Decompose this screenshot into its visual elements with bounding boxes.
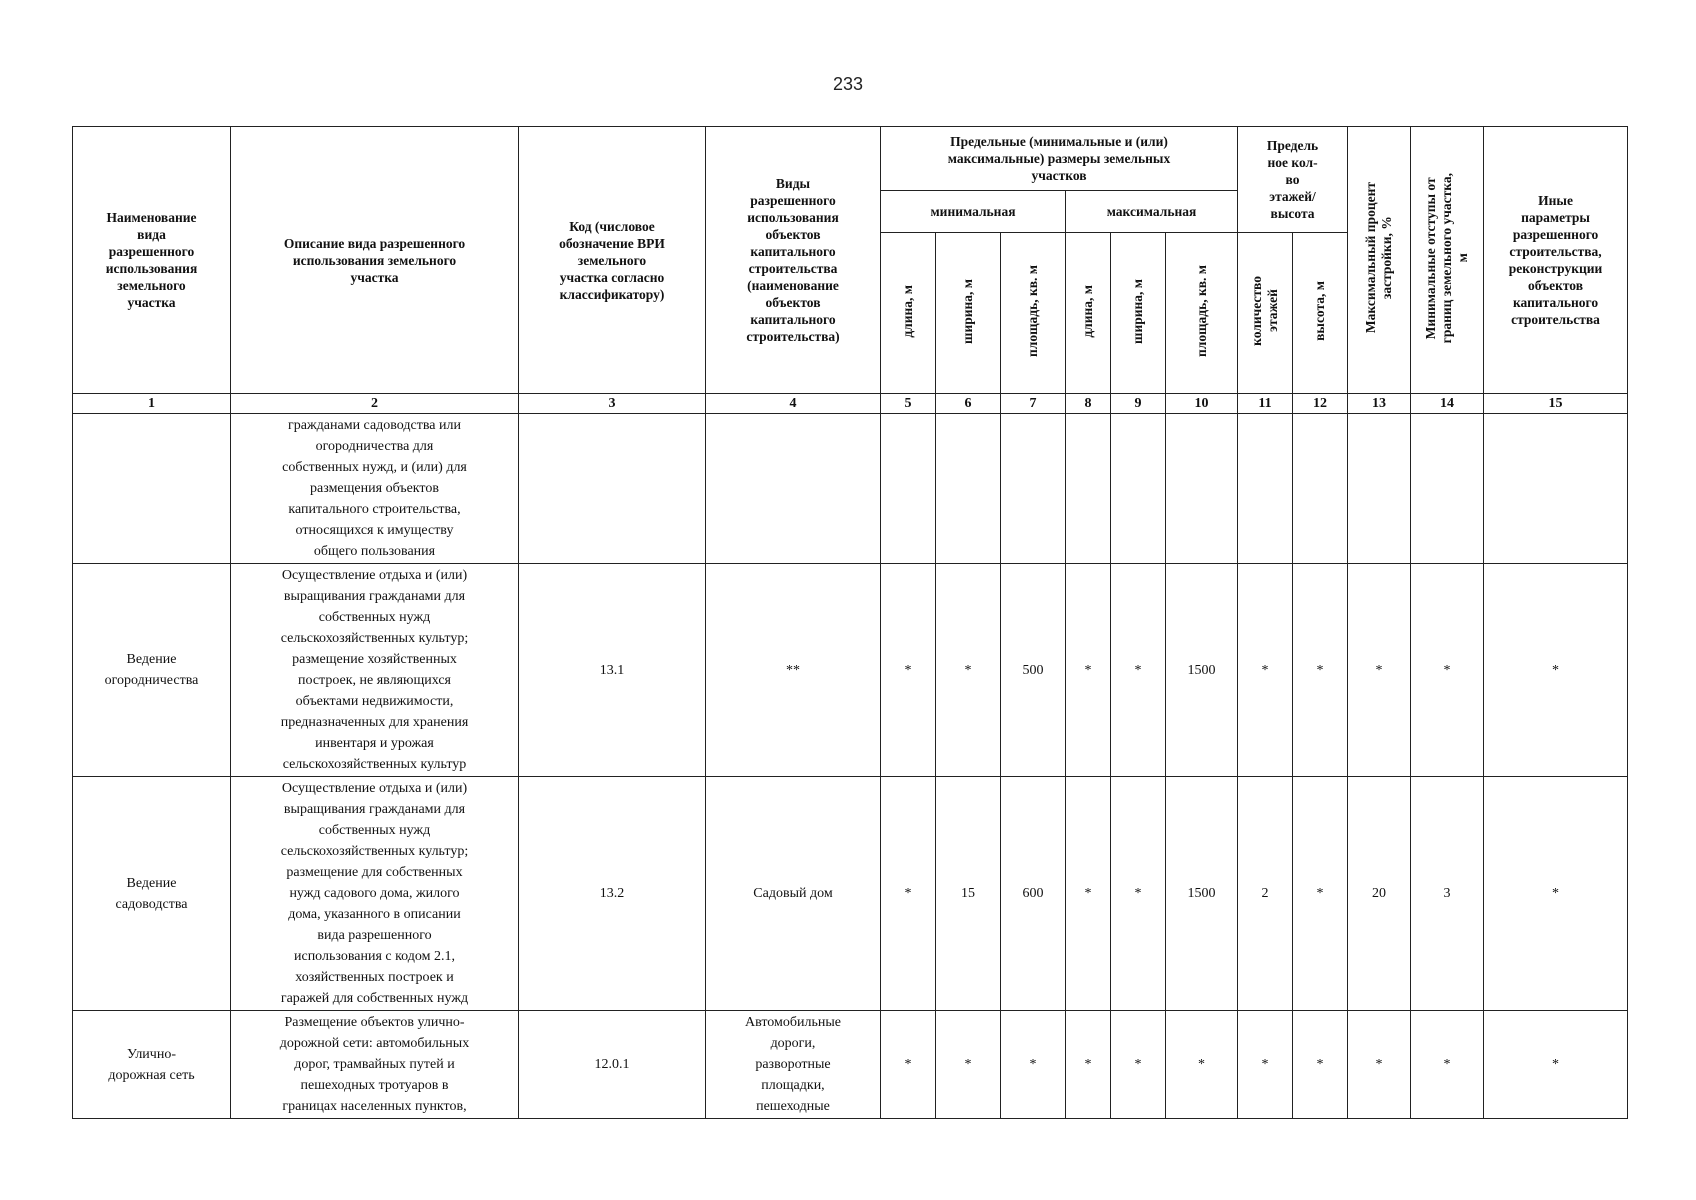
max-area-value: 1500: [1166, 777, 1238, 1011]
header-maximum: максимальная: [1066, 191, 1238, 233]
land-use-description: Осуществление отдыха и (или) выращивания гражданами для собственных нужд сельскохозяйственных культур; размещение для собственных нужд садового дома, жилого дома, указанного в описании вида разрешенного использования с кодом 2.1, хозяйственных построек и гаражей для собственных нужд: [231, 777, 519, 1011]
header-land-use-name: Наименование вида разрешенного использования земельного участка: [73, 127, 231, 394]
height-value: *: [1293, 1011, 1348, 1119]
min-setback-value: 3: [1411, 777, 1484, 1011]
floors-count-value: *: [1238, 564, 1293, 777]
header-min-width: [936, 233, 1001, 394]
column-number: 9: [1111, 394, 1166, 414]
header-floors-count: [1238, 233, 1293, 394]
min-area-value: *: [1001, 1011, 1066, 1119]
header-height: [1293, 233, 1348, 394]
land-use-name: Улично- дорожная сеть: [73, 1011, 231, 1119]
min-width-value: *: [936, 1011, 1001, 1119]
min-length-value: *: [881, 777, 936, 1011]
column-number: 1: [73, 394, 231, 414]
min-area-value: [1001, 414, 1066, 564]
header-min-setbacks: [1411, 127, 1484, 394]
max-length-value: *: [1066, 777, 1111, 1011]
min-length-value: *: [881, 1011, 936, 1119]
table-row: [73, 777, 1628, 1011]
land-use-code: 13.2: [519, 777, 706, 1011]
land-use-code: 12.0.1: [519, 1011, 706, 1119]
max-area-value: [1166, 414, 1238, 564]
construction-types: Садовый дом: [706, 777, 881, 1011]
header-floors-count-text: количество этажей: [1249, 276, 1281, 346]
max-length-value: [1066, 414, 1111, 564]
min-setback-value: *: [1411, 564, 1484, 777]
column-number: 3: [519, 394, 706, 414]
height-value: [1293, 414, 1348, 564]
header-min-length-text: длина, м: [900, 284, 915, 338]
column-number: 10: [1166, 394, 1238, 414]
min-length-value: [881, 414, 936, 564]
construction-types: Автомобильные дороги, разворотные площадки, пешеходные: [706, 1011, 881, 1119]
max-length-value: *: [1066, 564, 1111, 777]
min-length-value: *: [881, 564, 936, 777]
height-value: *: [1293, 777, 1348, 1011]
land-use-description: гражданами садоводства или огородничества для собственных нужд, и (или) для размещения объектов капитального строительства, относящихся к имуществу общего пользования: [231, 414, 519, 564]
header-min-length: [881, 233, 936, 394]
other-parameters-value: *: [1484, 777, 1628, 1011]
land-use-code: 13.1: [519, 564, 706, 777]
column-number: 11: [1238, 394, 1293, 414]
construction-types: **: [706, 564, 881, 777]
construction-types: [706, 414, 881, 564]
header-min-area-text: площадь, кв. м: [1025, 265, 1040, 357]
page-number: 233: [832, 74, 864, 94]
land-use-description: Осуществление отдыха и (или) выращивания гражданами для собственных нужд сельскохозяйственных культур; размещение хозяйственных построек, не являющихся объектами недвижимости, предназначенных для хранения инвентаря и урожая сельскохозяйственных культур: [231, 564, 519, 777]
column-number: 4: [706, 394, 881, 414]
max-area-value: *: [1166, 1011, 1238, 1119]
other-parameters-value: *: [1484, 564, 1628, 777]
header-max-area-text: площадь, кв. м: [1193, 265, 1209, 357]
max-width-value: *: [1111, 1011, 1166, 1119]
header-code: Код (числовое обозначение ВРИ земельного участка согласно классификатору): [519, 127, 706, 394]
header-plot-size-limits: Предельные (минимальные и (или) максимальные) размеры земельных участков: [881, 127, 1238, 191]
column-number: 12: [1293, 394, 1348, 414]
land-use-name: Ведение садоводства: [73, 777, 231, 1011]
max-area-value: 1500: [1166, 564, 1238, 777]
header-height-text: высота, м: [1312, 281, 1328, 341]
header-max-length: [1066, 233, 1111, 394]
max-coverage-value: *: [1348, 564, 1411, 777]
header-min-setbacks-text: Минимальные отступы от границ земельного участка, м: [1423, 172, 1471, 344]
header-minimum: минимальная: [881, 191, 1066, 233]
header-max-length-text: длина, м: [1080, 284, 1095, 338]
column-number: 15: [1484, 394, 1628, 414]
min-area-value: 500: [1001, 564, 1066, 777]
table-row: [73, 1011, 1628, 1119]
table-row: [73, 414, 1628, 564]
land-use-regulations-table: [72, 126, 1628, 1119]
max-width-value: *: [1111, 564, 1166, 777]
header-min-area: [1001, 233, 1066, 394]
floors-count-value: *: [1238, 1011, 1293, 1119]
land-use-description: Размещение объектов улично- дорожной сети: автомобильных дорог, трамвайных путей и пешеходных тротуаров в границах населенных пунктов,: [231, 1011, 519, 1119]
column-number-row: [73, 394, 1628, 414]
max-coverage-value: 20: [1348, 777, 1411, 1011]
max-width-value: *: [1111, 777, 1166, 1011]
min-width-value: 15: [936, 777, 1001, 1011]
max-width-value: [1111, 414, 1166, 564]
min-setback-value: *: [1411, 1011, 1484, 1119]
floors-count-value: [1238, 414, 1293, 564]
header-land-use-description: Описание вида разрешенного использования земельного участка: [231, 127, 519, 394]
column-number: 14: [1411, 394, 1484, 414]
other-parameters-value: *: [1484, 1011, 1628, 1119]
header-max-coverage: [1348, 127, 1411, 394]
header-min-width-text: ширина, м: [960, 278, 975, 344]
land-use-code: [519, 414, 706, 564]
table-row: [73, 564, 1628, 777]
header-max-width: [1111, 233, 1166, 394]
column-number: 13: [1348, 394, 1411, 414]
floors-count-value: 2: [1238, 777, 1293, 1011]
header-max-coverage-text: Максимальный процент застройки, %: [1363, 182, 1395, 334]
header-other-parameters: Иные параметры разрешенного строительства, реконструкции объектов капитального строительства: [1484, 127, 1628, 394]
min-area-value: 600: [1001, 777, 1066, 1011]
column-number: 7: [1001, 394, 1066, 414]
header-max-width-text: ширина, м: [1130, 278, 1145, 344]
column-number: 2: [231, 394, 519, 414]
other-parameters-value: [1484, 414, 1628, 564]
max-length-value: *: [1066, 1011, 1111, 1119]
header-max-area: [1166, 233, 1238, 394]
min-setback-value: [1411, 414, 1484, 564]
max-coverage-value: [1348, 414, 1411, 564]
land-use-name: Ведение огородничества: [73, 564, 231, 777]
column-number: 8: [1066, 394, 1111, 414]
header-construction-types: Виды разрешенного использования объектов капитального строительства (наименование объектов капитального строительства): [706, 127, 881, 394]
height-value: *: [1293, 564, 1348, 777]
min-width-value: *: [936, 564, 1001, 777]
column-number: 5: [881, 394, 936, 414]
min-width-value: [936, 414, 1001, 564]
header-row-1: [73, 127, 1628, 191]
column-number: 6: [936, 394, 1001, 414]
land-use-name: [73, 414, 231, 564]
header-floor-height-limits: Предель ное кол- во этажей/ высота: [1238, 127, 1348, 233]
max-coverage-value: *: [1348, 1011, 1411, 1119]
